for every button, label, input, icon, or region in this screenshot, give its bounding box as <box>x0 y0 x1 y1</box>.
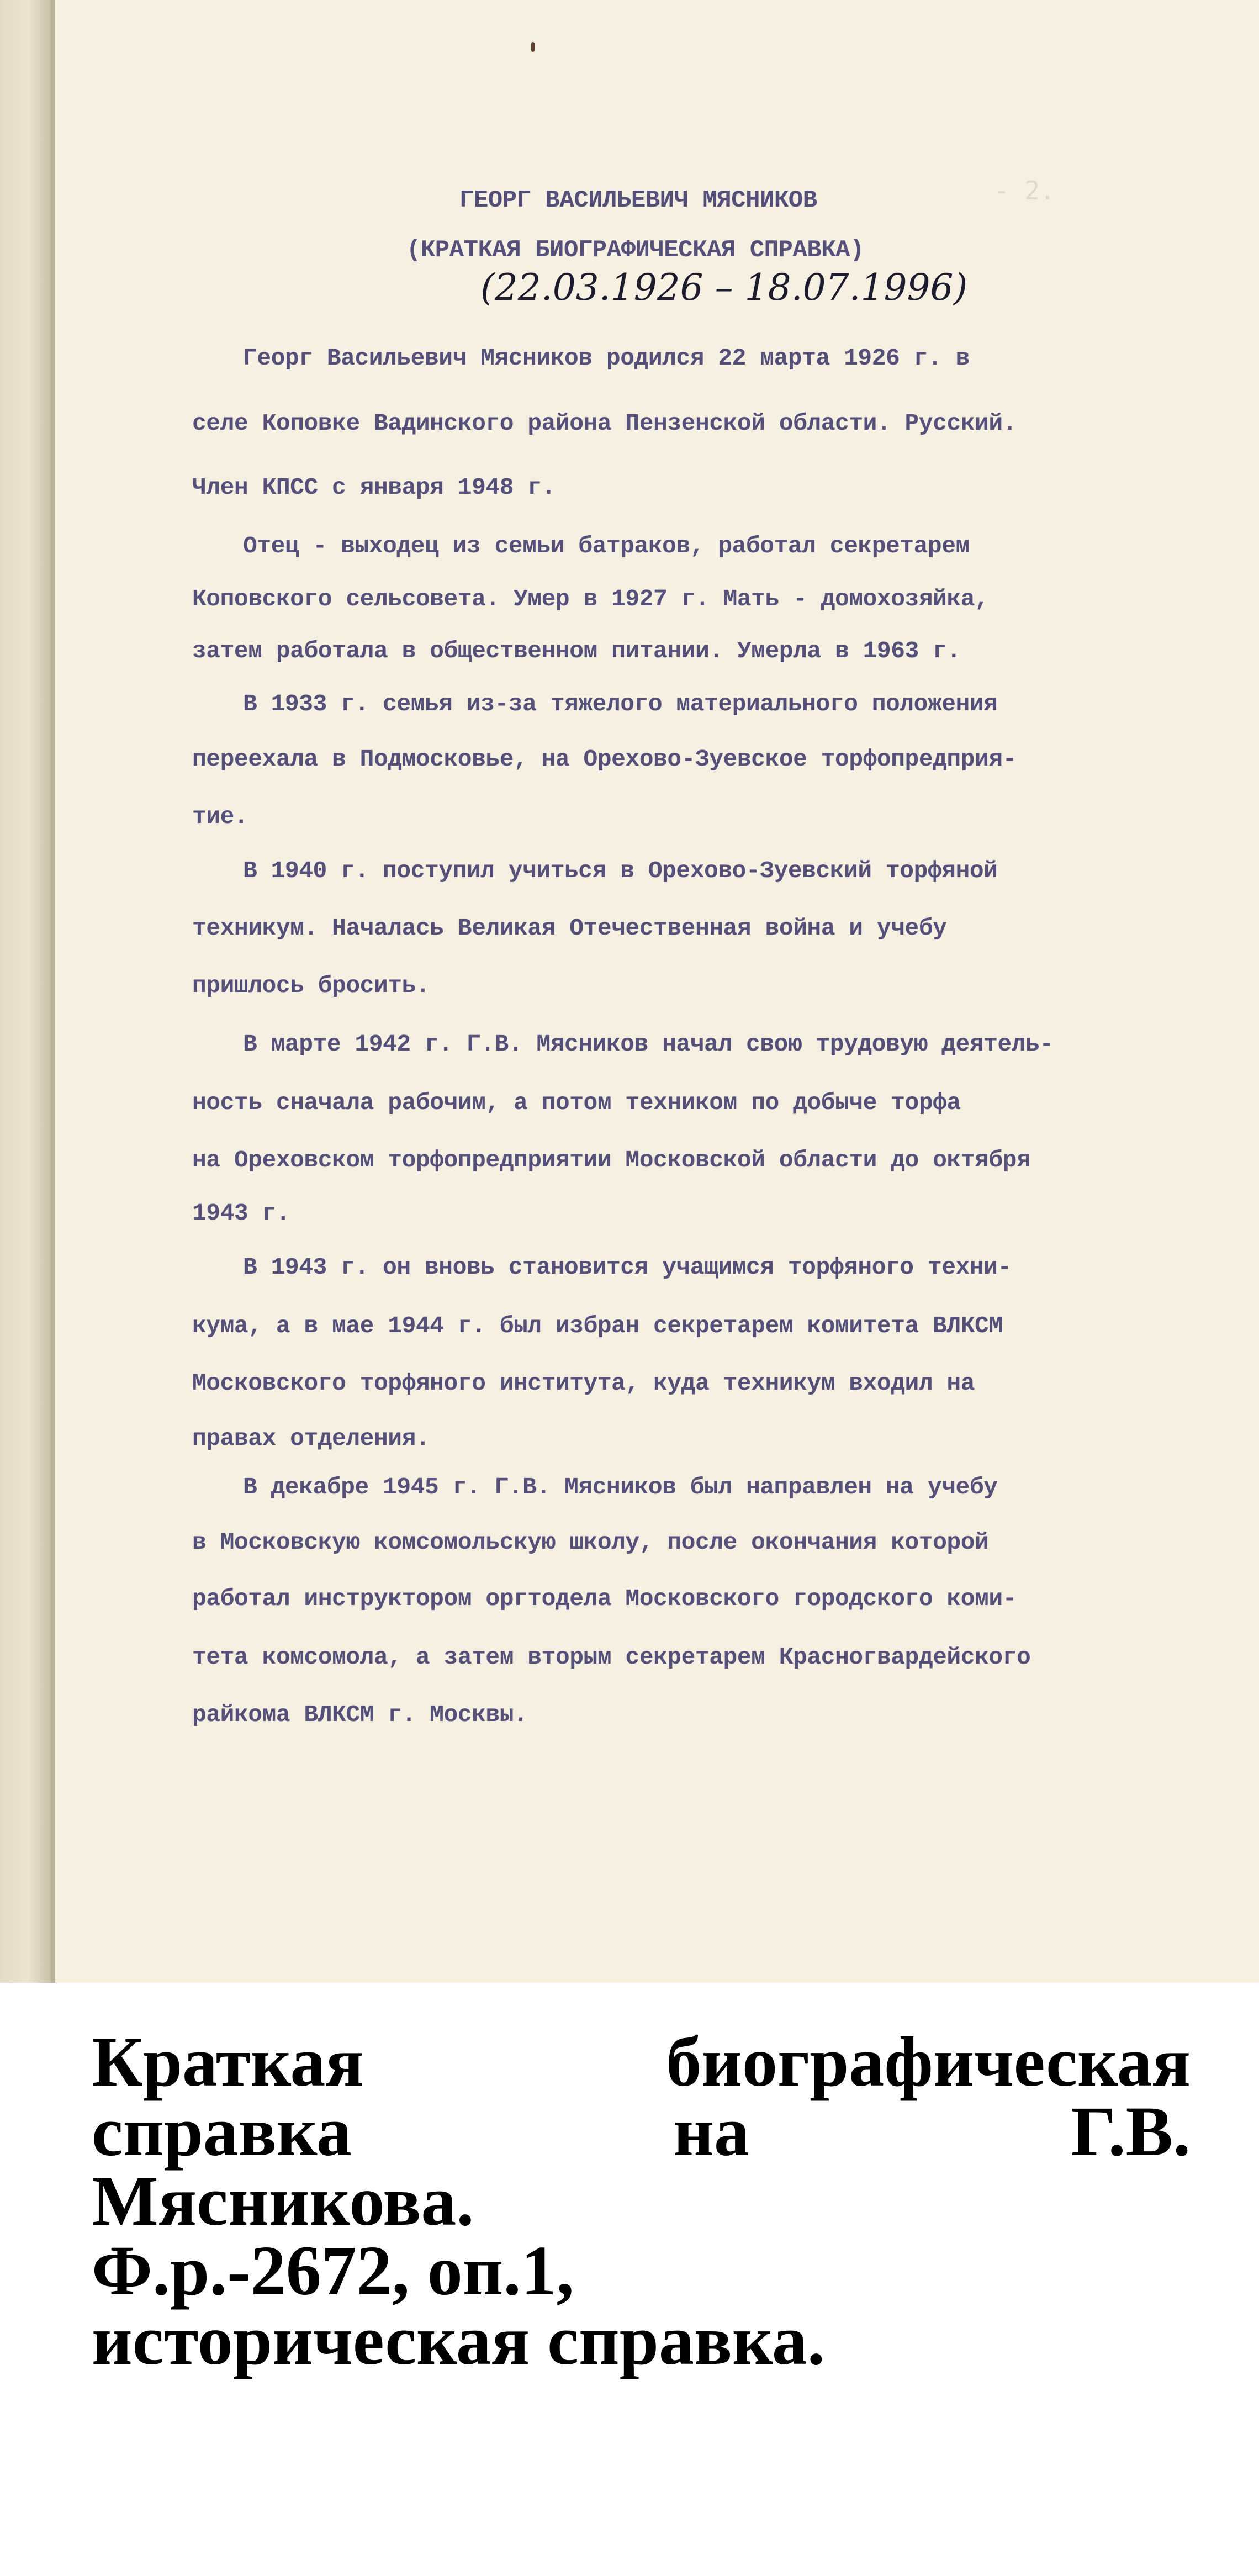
text-line-18: кума, а в мае 1944 г. был избран секретарем комитета ВЛКСМ <box>192 1312 1003 1339</box>
text-line-3: Член КПСС с января 1948 г. <box>192 474 556 501</box>
text-line-17: В 1943 г. он вновь становится учащимся торфяного техни- <box>243 1254 1012 1281</box>
text-line-4: Отец - выходец из семьи батраков, работал секретарем <box>243 532 970 559</box>
caption-line-1 <box>92 2023 1191 2101</box>
text-line-6: затем работала в общественном питании. Умерла в 1963 г. <box>192 637 961 664</box>
image-caption <box>92 2023 1191 2379</box>
caption-word: Краткая <box>92 2023 364 2101</box>
text-line-1: Георг Васильевич Мясников родился 22 марта 1926 г. в <box>243 345 970 372</box>
caption-word: справка <box>92 2092 352 2171</box>
binding-strip <box>0 0 51 1983</box>
text-line-10: В 1940 г. поступил учиться в Орехово-Зуевский торфяной <box>243 857 998 884</box>
text-line-12: пришлось бросить. <box>192 972 430 999</box>
document-header-name: ГЕОРГ ВАСИЛЬЕВИЧ МЯСНИКОВ <box>459 187 817 214</box>
text-line-11: техникум. Началась Великая Отечественная война и учебу <box>192 915 947 942</box>
text-line-14: ность сначала рабочим, а потом техником по добыче торфа <box>192 1089 961 1116</box>
text-line-2: селе Коповке Вадинского района Пензенской области. Русский. <box>192 410 1017 437</box>
text-line-22: в Московскую комсомольскую школу, после окончания которой <box>192 1529 989 1556</box>
text-line-16: 1943 г. <box>192 1200 290 1227</box>
caption-word: на <box>673 2092 750 2171</box>
text-line-13: В марте 1942 г. Г.В. Мясников начал свою трудовую деятель- <box>243 1031 1054 1058</box>
faint-page-number: - 2. <box>994 176 1055 205</box>
page-edge <box>51 0 55 1983</box>
text-line-25: райкома ВЛКСМ г. Москвы. <box>192 1701 528 1728</box>
caption-word: Г.В. <box>1071 2092 1191 2171</box>
text-line-15: на Ореховском торфопредприятии Московской области до октября <box>192 1147 1031 1174</box>
caption-line-3: Мясникова. <box>92 2162 474 2240</box>
text-line-20: правах отделения. <box>192 1425 430 1452</box>
text-line-21: В декабре 1945 г. Г.В. Мясников был направлен на учебу <box>243 1474 998 1501</box>
text-line-9: тие. <box>192 803 248 830</box>
text-line-23: работал инструктором оргтодела Московского городского коми- <box>192 1585 1017 1612</box>
text-line-8: переехала в Подмосковье, на Орехово-Зуевское торфопредприя- <box>192 746 1017 773</box>
document-header-subtitle: (КРАТКАЯ БИОГРАФИЧЕСКАЯ СПРАВКА) <box>406 236 864 264</box>
text-line-5: Коповского сельсовета. Умер в 1927 г. Мать - домохозяйка, <box>192 585 989 613</box>
text-line-19: Московского торфяного института, куда техникум входил на <box>192 1370 975 1397</box>
caption-line-2 <box>92 2092 1191 2171</box>
text-line-24: тета комсомола, а затем вторым секретарем Красногвардейского <box>192 1644 1031 1671</box>
handwritten-dates: (22.03.1926 – 18.07.1996) <box>480 266 968 309</box>
caption-line-5: историческая справка. <box>92 2301 825 2379</box>
caption-word: биографическая <box>666 2023 1191 2101</box>
caption-line-4: Ф.р.-2672, оп.1, <box>92 2231 574 2310</box>
text-line-7: В 1933 г. семья из-за тяжелого материального положения <box>243 690 998 717</box>
ink-mark <box>531 42 535 52</box>
